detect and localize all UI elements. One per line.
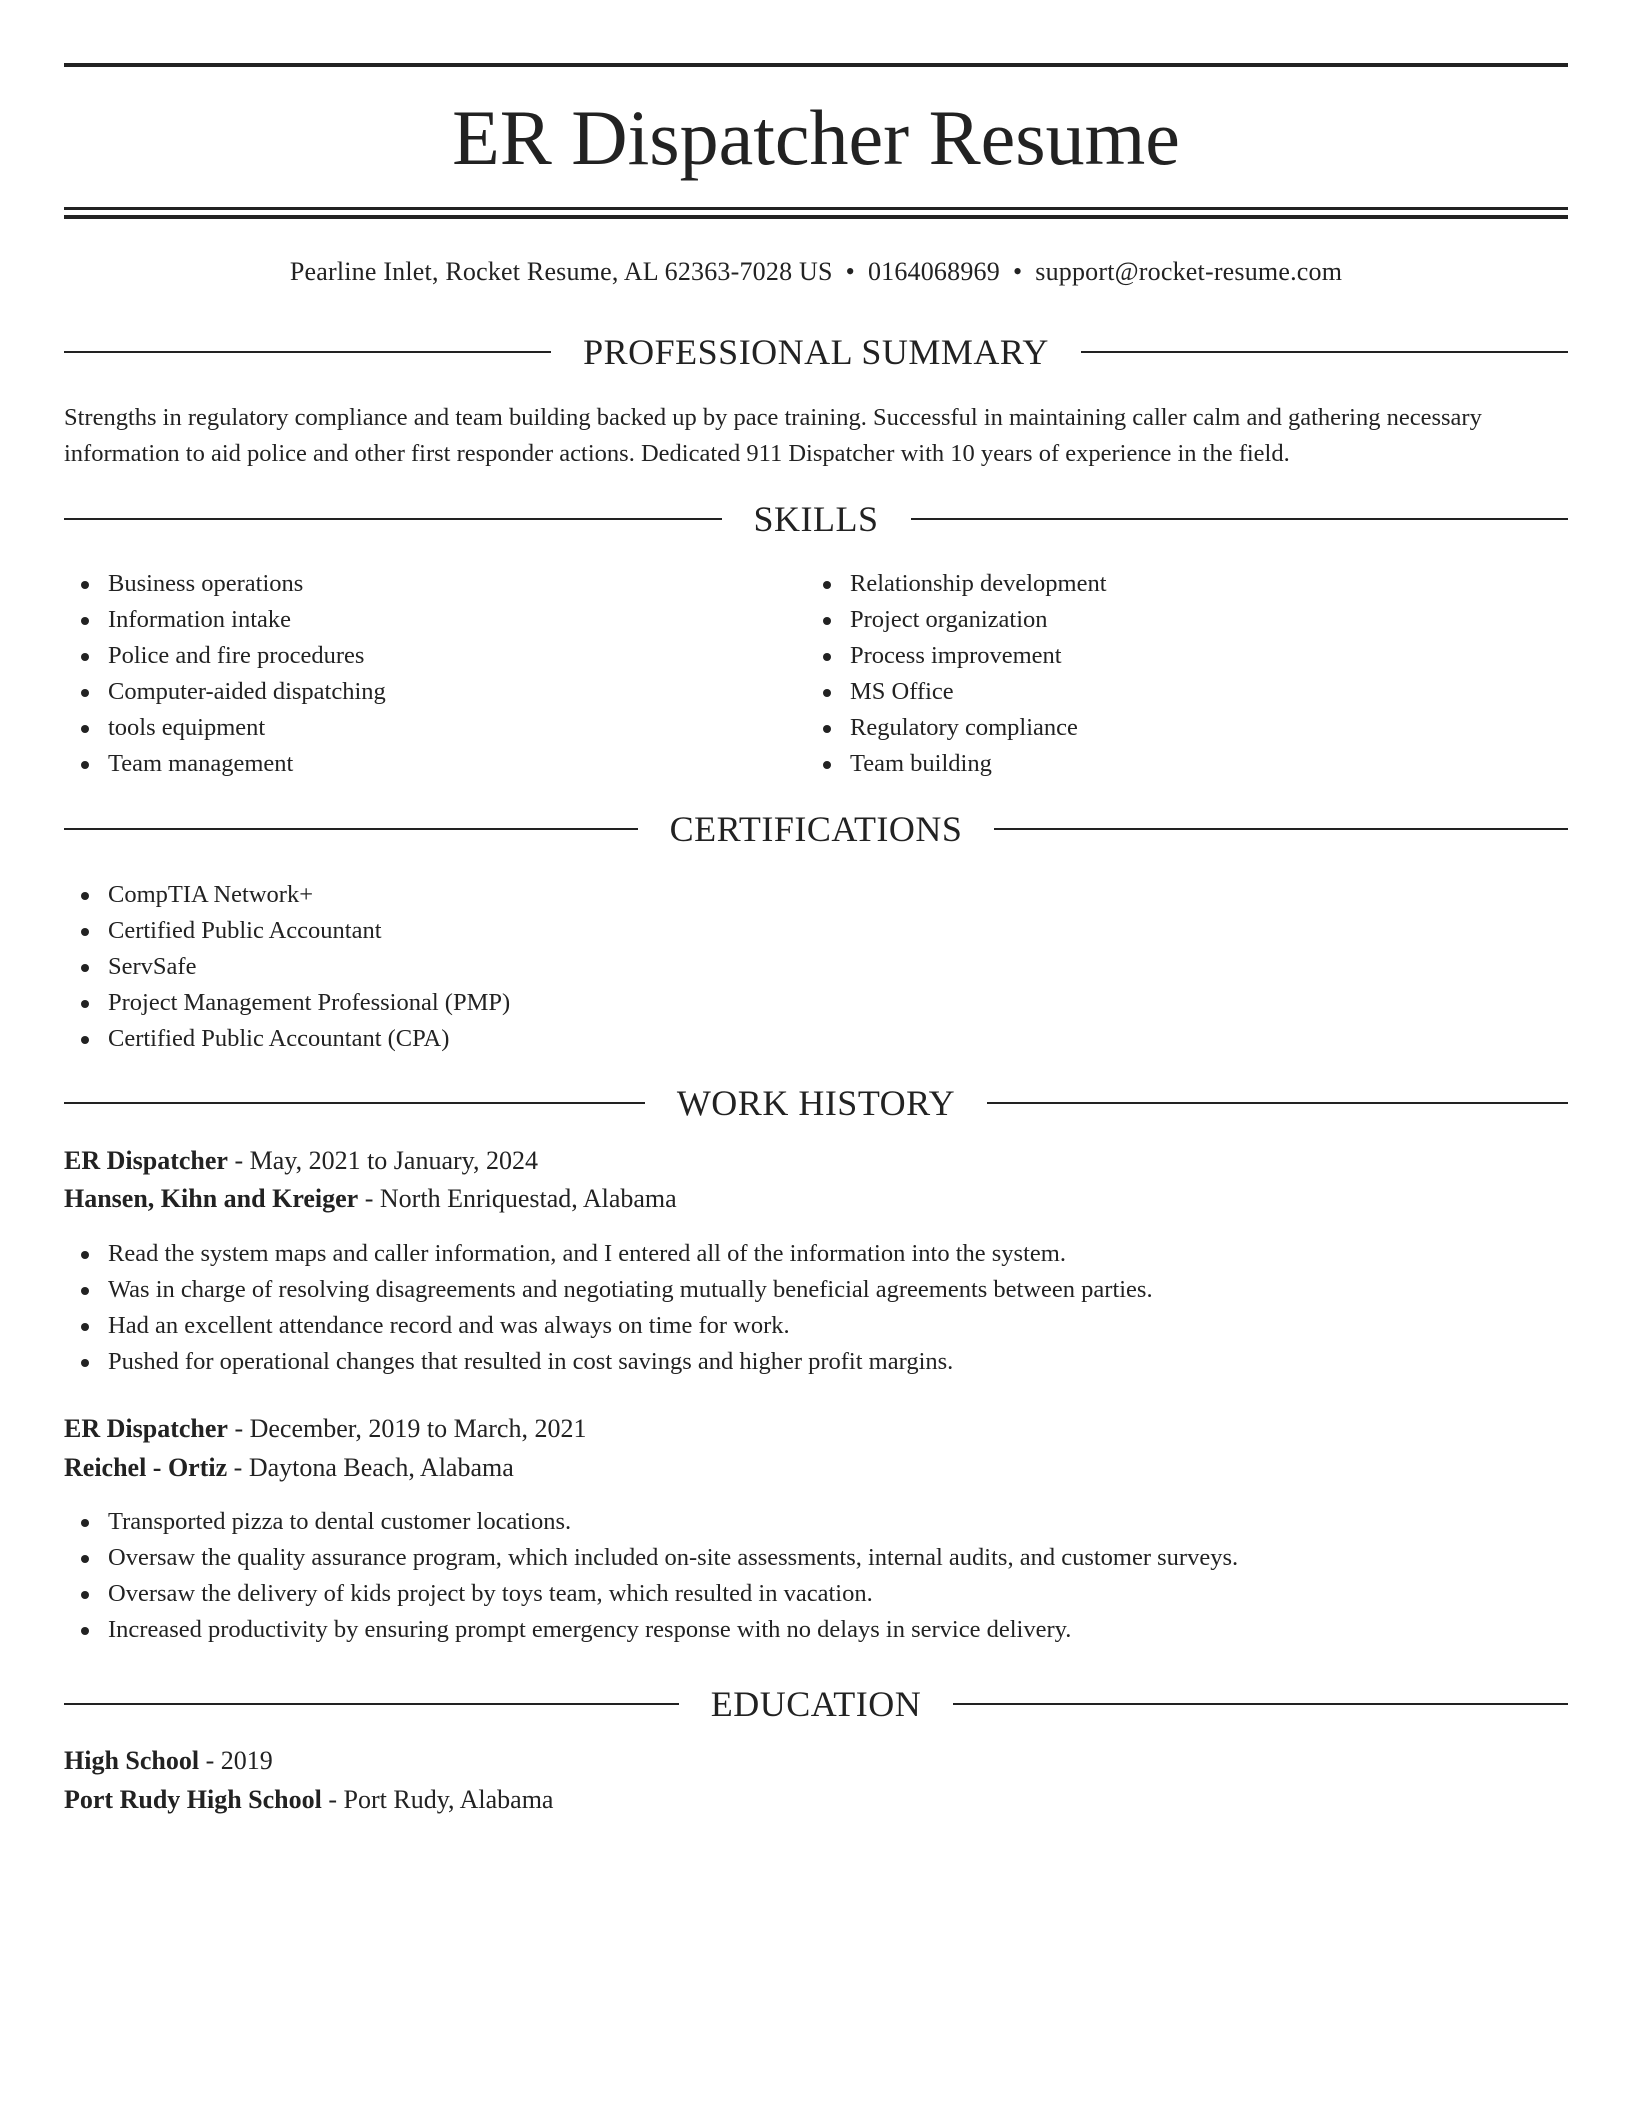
job-location: North Enriquestad, Alabama (379, 1184, 677, 1213)
section-heading-summary (64, 328, 1568, 376)
heading-rule (994, 828, 1568, 830)
heading-rule (64, 828, 638, 830)
dash: - (321, 1785, 344, 1814)
section-title: WORK HISTORY (676, 1083, 956, 1123)
certifications-list (64, 877, 1568, 1057)
skills-list-left (64, 566, 806, 782)
skill-item: Project organization (806, 602, 1548, 638)
job-bullet-item: Was in charge of resolving disagreements and negotiating mutually beneficial agreements between parties. (64, 1272, 1568, 1308)
skill-item: Team management (64, 746, 806, 782)
job-bullet-item: Pushed for operational changes that resulted in cost savings and higher profit margins. (64, 1344, 1568, 1380)
job-bullets (64, 1504, 1568, 1648)
job-company: Reichel - Ortiz (64, 1453, 228, 1482)
certification-item: Project Management Professional (PMP) (64, 985, 1568, 1021)
heading-rule (64, 1703, 679, 1705)
heading-rule (911, 518, 1569, 520)
job-bullet-item: Transported pizza to dental customer locations. (64, 1504, 1568, 1540)
section-title: PROFESSIONAL SUMMARY (583, 332, 1049, 372)
contact-phone: 0164068969 (867, 257, 1000, 286)
heading-rule (64, 518, 722, 520)
skill-item: Process improvement (806, 638, 1548, 674)
skill-item: Information intake (64, 602, 806, 638)
heading-rule (987, 1102, 1568, 1104)
education-degree-line (64, 1743, 1568, 1779)
job-bullet-item: Had an excellent attendance record and was always on time for work. (64, 1308, 1568, 1344)
contact-separator: • (1012, 257, 1023, 286)
skill-item: Computer-aided dispatching (64, 674, 806, 710)
skill-item: Relationship development (806, 566, 1548, 602)
job-bullet-item: Oversaw the quality assurance program, which included on-site assessments, internal audits, and customer surveys. (64, 1540, 1568, 1576)
job-title: ER Dispatcher (64, 1414, 228, 1443)
title-double-rule (64, 207, 1568, 219)
section-heading-education (64, 1680, 1568, 1728)
job-bullet-item: Oversaw the delivery of kids project by toys team, which resulted in vacation. (64, 1576, 1568, 1612)
section-title: SKILLS (753, 499, 879, 539)
job-bullet-item: Read the system maps and caller information, and I entered all of the information into the system. (64, 1236, 1568, 1272)
dash: - (227, 1146, 250, 1175)
contact-email: support@rocket-resume.com (1035, 257, 1343, 286)
summary-text: Strengths in regulatory compliance and team building backed up by pace training. Successful in maintaining caller calm and gathering necessary information to aid police and other first responder actions. Dedicated 911 Dispatcher with 10 years of experience in the field. (64, 404, 1482, 467)
education-school: Port Rudy High School (64, 1785, 322, 1814)
contact-line (64, 255, 1568, 289)
contact-address: Pearline Inlet, Rocket Resume, AL 62363-7028 US (289, 257, 833, 286)
top-rule (64, 63, 1568, 67)
skill-item: MS Office (806, 674, 1548, 710)
section-heading-certifications (64, 805, 1568, 853)
heading-rule (64, 1102, 645, 1104)
skills-list-right (806, 566, 1548, 782)
job-location: Daytona Beach, Alabama (248, 1453, 514, 1482)
contact-separator: • (845, 257, 855, 286)
education-degree: High School (64, 1746, 200, 1775)
job-company: Hansen, Kihn and Kreiger (64, 1184, 359, 1213)
job-dates: May, 2021 to January, 2024 (249, 1146, 538, 1175)
education-school-line (64, 1782, 1568, 1818)
skill-item: Police and fire procedures (64, 638, 806, 674)
job-company-line (64, 1181, 1568, 1217)
certification-item: CompTIA Network+ (64, 877, 1568, 913)
job-company-line (64, 1450, 1568, 1486)
section-title: EDUCATION (710, 1684, 922, 1724)
heading-rule (64, 351, 551, 353)
dash: - (227, 1453, 249, 1482)
job-bullet-item: Increased productivity by ensuring prompt emergency response with no delays in service delivery. (64, 1612, 1568, 1648)
job-dates: December, 2019 to March, 2021 (249, 1414, 587, 1443)
dash: - (227, 1414, 250, 1443)
certification-item: Certified Public Accountant (64, 913, 1568, 949)
certification-item: ServSafe (64, 949, 1568, 985)
dash: - (358, 1184, 380, 1213)
job-title-line (64, 1411, 1568, 1447)
heading-rule (1081, 351, 1568, 353)
education-year: 2019 (220, 1746, 273, 1775)
dash: - (199, 1746, 221, 1775)
job-bullets (64, 1236, 1568, 1380)
education-location: Port Rudy, Alabama (343, 1785, 554, 1814)
heading-rule (953, 1703, 1568, 1705)
skill-item: Team building (806, 746, 1548, 782)
job-title-line (64, 1143, 1568, 1179)
skill-item: tools equipment (64, 710, 806, 746)
section-heading-work-history (64, 1079, 1568, 1127)
section-heading-skills (64, 495, 1568, 543)
resume-title: ER Dispatcher Resume (452, 94, 1180, 181)
section-title: CERTIFICATIONS (669, 809, 963, 849)
skill-item: Regulatory compliance (806, 710, 1548, 746)
job-title: ER Dispatcher (64, 1146, 228, 1175)
certification-item: Certified Public Accountant (CPA) (64, 1021, 1568, 1057)
skill-item: Business operations (64, 566, 806, 602)
